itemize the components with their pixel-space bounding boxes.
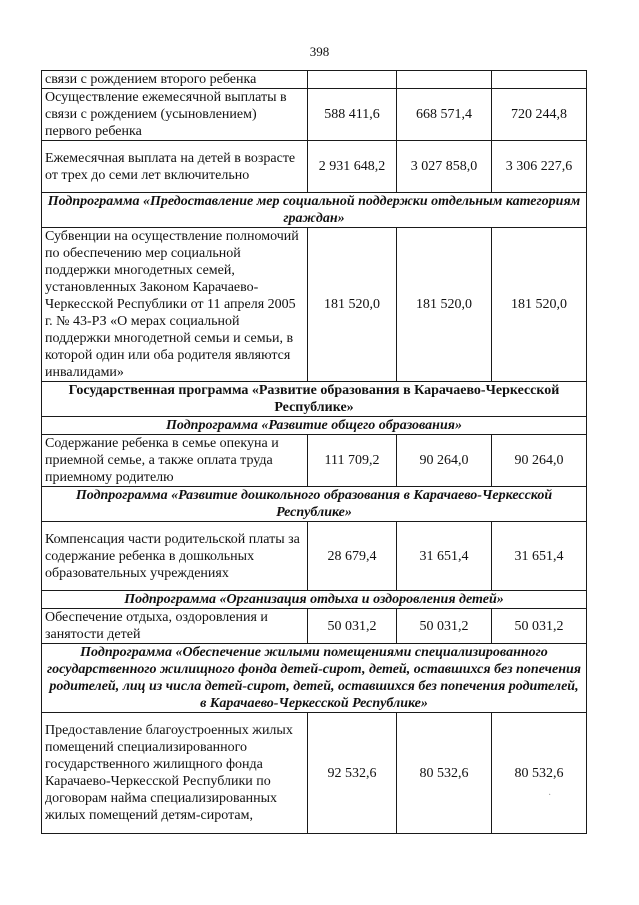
table-row: [42, 89, 587, 141]
row-description: связи с рождением второго ребенка: [42, 71, 308, 89]
subprogram-heading: Подпрограмма «Развитие дошкольного образования в Карачаево-Черкесской Республике»: [42, 487, 587, 522]
row-description: Обеспечение отдыха, оздоровления и занятости детей: [42, 609, 308, 644]
table-row: [42, 435, 587, 487]
table-row: [42, 228, 587, 382]
subprogram-heading: Подпрограмма «Развитие общего образования»: [42, 417, 587, 435]
table-row: [42, 141, 587, 193]
row-value-1: 92 532,6: [308, 713, 397, 834]
row-value-2: 80 532,6: [397, 713, 492, 834]
row-value-1: 2 931 648,2: [308, 141, 397, 193]
subprogram-heading-row: [42, 591, 587, 609]
table-row: [42, 522, 587, 591]
row-value-3: 3 306 227,6: [492, 141, 587, 193]
row-value-2: 31 651,4: [397, 522, 492, 591]
row-value-2: 668 571,4: [397, 89, 492, 141]
subprogram-heading: Подпрограмма «Предоставление мер социальной поддержки отдельным категориям граждан»: [42, 193, 587, 228]
subprogram-heading-row: [42, 487, 587, 522]
row-value-1: [308, 71, 397, 89]
row-value-1: 588 411,6: [308, 89, 397, 141]
row-value-2: [397, 71, 492, 89]
row-description: Содержание ребенка в семье опекуна и приемной семье, а также оплата труда приемному родителю: [42, 435, 308, 487]
row-value-3: 720 244,8: [492, 89, 587, 141]
row-value-1: 181 520,0: [308, 228, 397, 382]
row-value-2: 3 027 858,0: [397, 141, 492, 193]
budget-table: [41, 70, 587, 834]
program-heading-row: [42, 382, 587, 417]
row-description: Предоставление благоустроенных жилых помещений специализированного государственного жилищного фонда Карачаево-Черкесской Республики по договорам найма специализированных жилых помещений детям-сиротам,: [42, 713, 308, 834]
row-value-3: 50 031,2: [492, 609, 587, 644]
row-value-3: 31 651,4: [492, 522, 587, 591]
subprogram-heading-row: [42, 193, 587, 228]
row-value-2: 50 031,2: [397, 609, 492, 644]
table-row: [42, 609, 587, 644]
subprogram-heading: Подпрограмма «Обеспечение жилыми помещениями специализированного государственного жилищного фонда детей-сирот, детей, оставшихся без попечения родителей, лиц из числа детей-сирот, детей, оставшихся без попечения родителей, в Карачаево-Черкесской Республике»: [42, 644, 587, 713]
row-value-2: 90 264,0: [397, 435, 492, 487]
row-value-3: 181 520,0: [492, 228, 587, 382]
row-description: Осуществление ежемесячной выплаты в связи с рождением (усыновлением) первого ребенка: [42, 89, 308, 141]
row-value-3: [492, 71, 587, 89]
subprogram-heading-row: [42, 644, 587, 713]
row-value-1: 28 679,4: [308, 522, 397, 591]
row-description: Ежемесячная выплата на детей в возрасте от трех до семи лет включительно: [42, 141, 308, 193]
row-description: Компенсация части родительской платы за содержание ребенка в дошкольных образовательных учреждениях: [42, 522, 308, 591]
row-value-3: 80 532,6: [492, 713, 587, 834]
row-description: Субвенции на осуществление полномочий по обеспечению мер социальной поддержки многодетных семей, установленных Законом Карачаево-Черкесской Республики от 11 апреля 2005 г. № 43-РЗ «О мерах социальной поддержки многодетной семьи и семьи, в которой один или оба родителя являются инвалидами»: [42, 228, 308, 382]
subprogram-heading-row: [42, 417, 587, 435]
page-number: 398: [309, 44, 330, 59]
row-value-3: 90 264,0: [492, 435, 587, 487]
row-value-1: 50 031,2: [308, 609, 397, 644]
table-row: [42, 713, 587, 834]
row-value-1: 111 709,2: [308, 435, 397, 487]
program-heading: Государственная программа «Развитие образования в Карачаево-Черкесской Республике»: [42, 382, 587, 417]
scan-speck: ·: [548, 790, 552, 801]
subprogram-heading: Подпрограмма «Организация отдыха и оздоровления детей»: [42, 591, 587, 609]
table-row: [42, 71, 587, 89]
row-value-2: 181 520,0: [397, 228, 492, 382]
